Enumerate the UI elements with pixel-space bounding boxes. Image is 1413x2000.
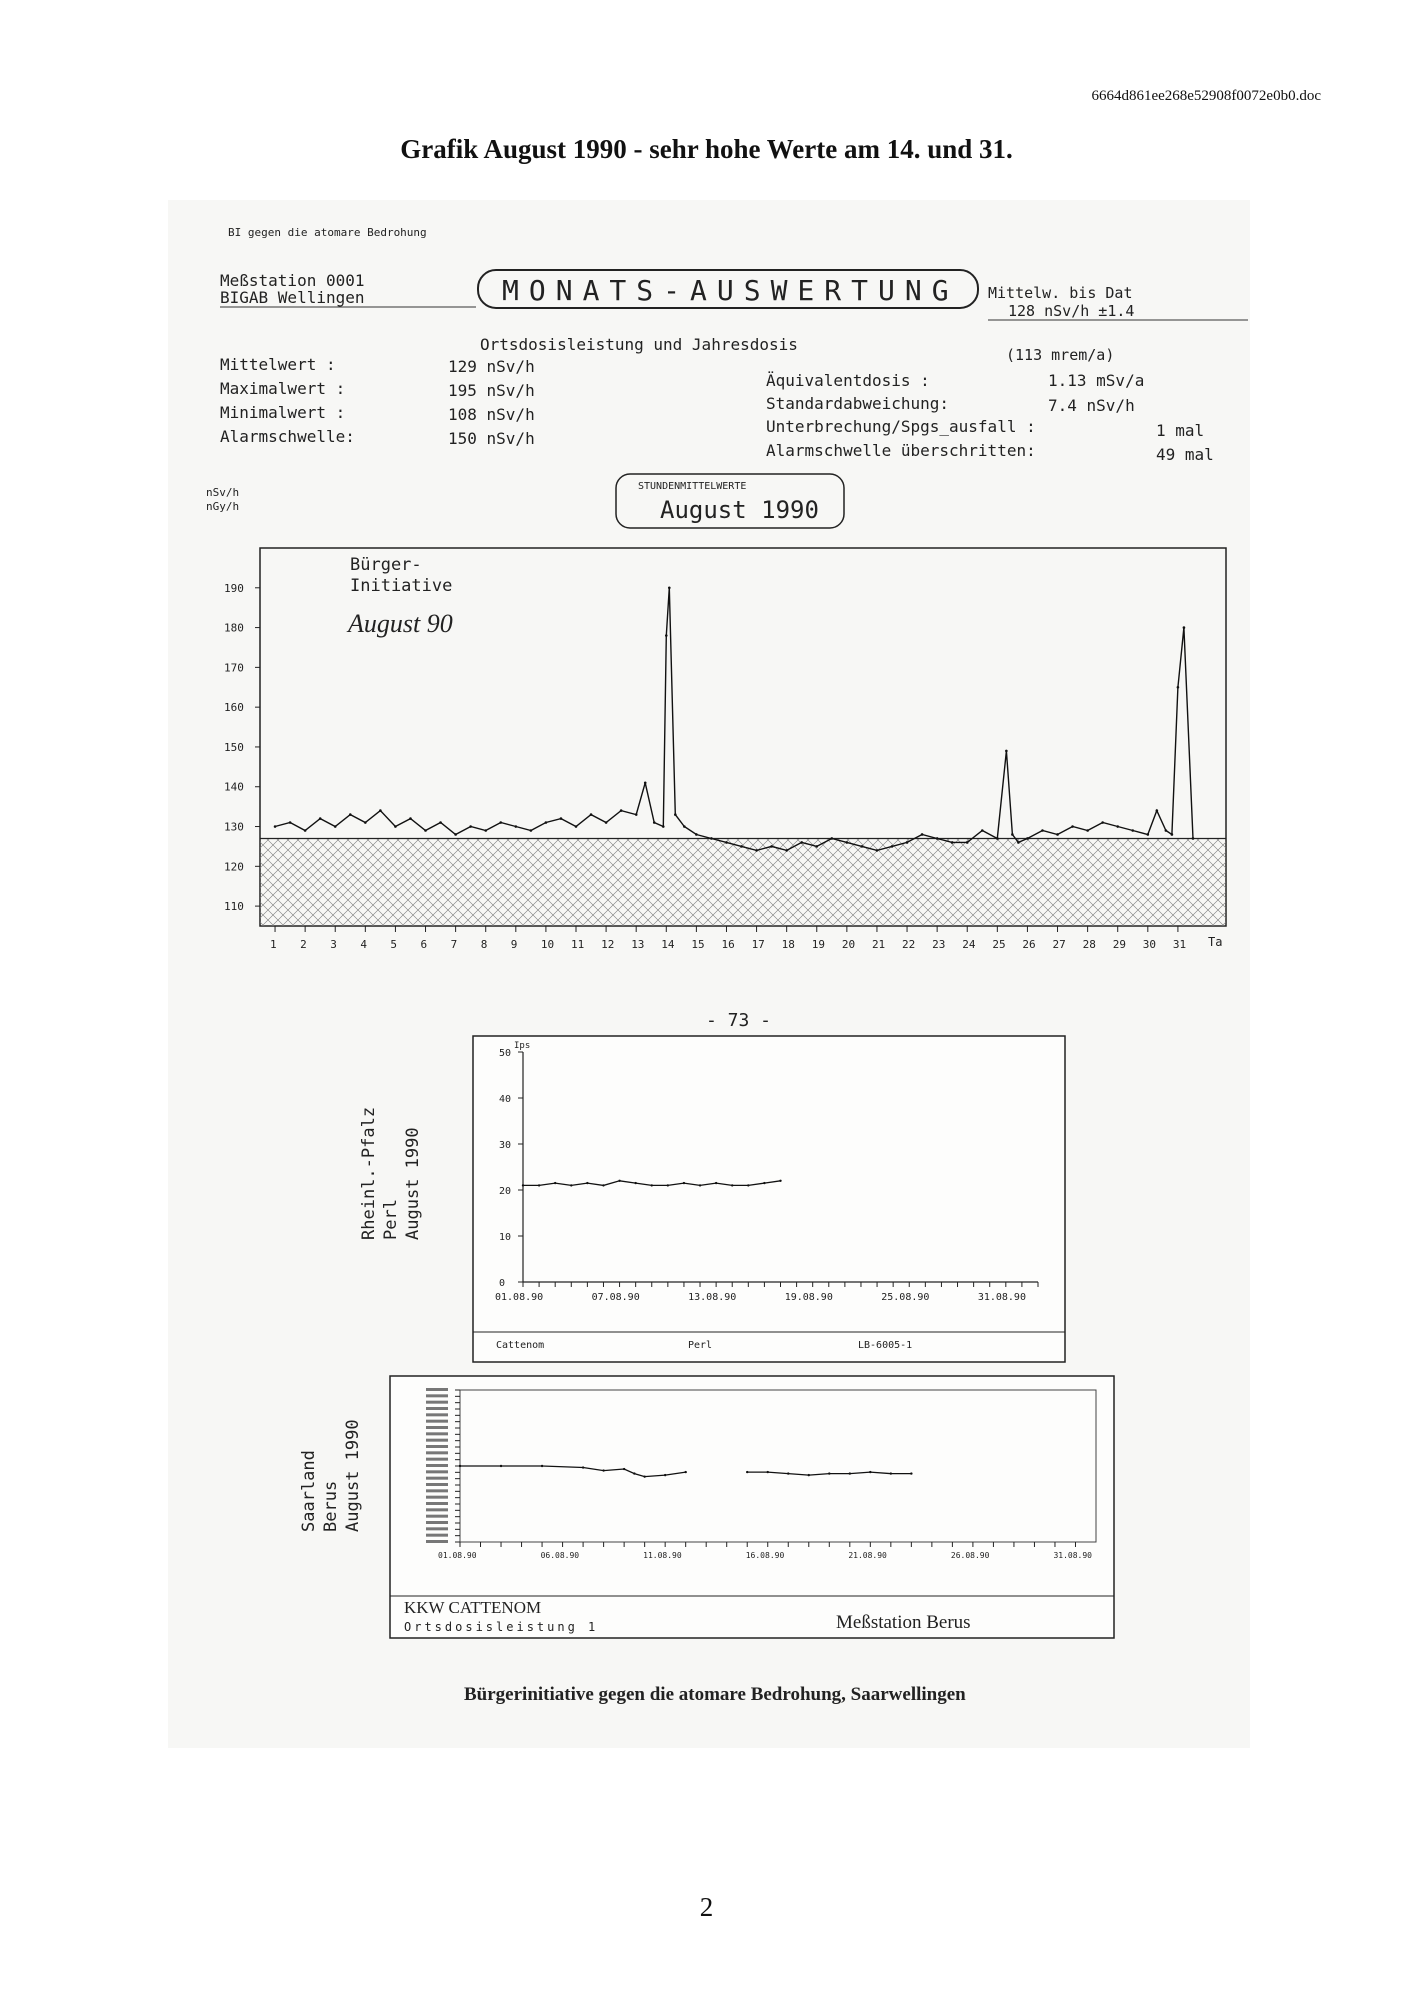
banner-title: MONATS-AUSWERTUNG <box>502 274 959 307</box>
chart1-point <box>274 825 277 828</box>
chart2-ytick-label: 30 <box>499 1140 512 1151</box>
chart1-point <box>876 849 879 852</box>
handwritten-note: August 90 <box>348 609 453 638</box>
chart2-footer-left: Cattenom <box>496 1340 545 1351</box>
chart2-point <box>683 1182 685 1184</box>
stats-right <box>766 371 1214 464</box>
badge-top: STUNDENMITTELWERTE <box>638 481 747 492</box>
side-label-line: August 1990 <box>403 1127 423 1240</box>
station-line1: Meßstation 0001 <box>220 271 365 290</box>
chart1-xtick-label: 31 <box>1172 938 1187 951</box>
chart3-ytick-label-smudge <box>426 1508 448 1511</box>
chart1-xtick-label: 6 <box>420 938 428 951</box>
chart1-xtick-label: 26 <box>1022 938 1036 951</box>
chart1-point <box>951 841 954 844</box>
chart1-point <box>683 825 686 828</box>
chart1-point <box>1101 821 1104 824</box>
chart3-point <box>643 1475 645 1477</box>
chart1-point <box>289 821 292 824</box>
chart3-ytick-label-smudge <box>426 1420 448 1423</box>
chart1-point <box>469 825 472 828</box>
mittel-label: Mittelw. bis Dat <box>988 284 1133 302</box>
chart1-xtick-label: 23 <box>932 938 946 951</box>
chart1-point <box>800 841 803 844</box>
chart1-xtick-label: 1 <box>270 938 277 951</box>
chart2-point <box>699 1184 701 1186</box>
chart3-ytick-label-smudge <box>426 1515 448 1518</box>
stat-left-value: 195 nSv/h <box>448 381 535 400</box>
y-unit-2: nGy/h <box>206 500 240 513</box>
chart1-point <box>1183 626 1186 629</box>
chart1-xtick-label: 9 <box>510 938 518 951</box>
chart2-point <box>763 1182 765 1184</box>
chart1-point <box>1177 686 1180 689</box>
scan-page-marker: - 73 - <box>706 1010 772 1031</box>
chart3-xtick-label: 21.08.90 <box>848 1551 887 1560</box>
chart1-point <box>891 845 894 848</box>
chart3-ytick-label-smudge <box>426 1527 448 1530</box>
chart1-point <box>334 825 337 828</box>
chart1-point <box>725 841 728 844</box>
chart3-ytick-label-smudge <box>426 1432 448 1435</box>
chart1-point <box>1147 833 1150 836</box>
chart2-ytick-label: 0 <box>499 1278 506 1289</box>
chart3-ytick-label-smudge <box>426 1439 448 1442</box>
stat-right-label: Alarmschwelle überschritten: <box>766 441 1036 460</box>
chart2-point <box>747 1184 749 1186</box>
stat-left-value: 150 nSv/h <box>448 429 535 448</box>
chart1-xtick-label: 8 <box>480 938 488 951</box>
report-subtitle: Ortsdosisleistung und Jahresdosis <box>480 335 798 354</box>
chart1-point <box>1086 829 1089 832</box>
chart1-point <box>1156 809 1159 812</box>
chart1-point <box>379 809 382 812</box>
chart-perl <box>359 1036 1065 1362</box>
report-header-small: BI gegen die atomare Bedrohung <box>228 226 427 239</box>
scanned-report-svg <box>168 200 1250 1748</box>
chart1-ytick-label: 110 <box>224 900 244 914</box>
chart1-point <box>409 817 412 820</box>
chart3-point <box>767 1471 769 1473</box>
chart1-point <box>710 837 713 840</box>
chart1-xtick-label: 21 <box>871 938 886 951</box>
chart3-side-label <box>299 1419 363 1532</box>
chart3-xtick-label: 11.08.90 <box>643 1551 682 1560</box>
chart2-point <box>522 1184 524 1186</box>
chart1-xtick-label: 30 <box>1142 938 1157 951</box>
chart1-xtick-label: 13 <box>631 938 645 951</box>
chart2-footer-right: LB-6005-1 <box>858 1340 913 1351</box>
chart3-ytick-label-smudge <box>426 1483 448 1486</box>
chart3-ytick-label-smudge <box>426 1464 448 1467</box>
chart1-hatch-fill <box>260 838 1226 926</box>
chart3-xtick-label: 16.08.90 <box>745 1551 785 1560</box>
chart3-ytick-label-smudge <box>426 1477 448 1480</box>
chart1-point <box>424 829 427 832</box>
footer-caption: Bürgerinitiative gegen die atomare Bedrohung, Saarwellingen <box>464 1684 966 1705</box>
chart3-point <box>808 1474 810 1476</box>
chart1-xtick-label: 10 <box>540 938 555 951</box>
chart3-ytick-label-smudge <box>426 1413 448 1416</box>
stamp-line1: Bürger- <box>350 555 422 575</box>
chart1-point <box>605 821 608 824</box>
stat-left-label: Alarmschwelle: <box>220 427 355 446</box>
chart3-ytick-label-smudge <box>426 1407 448 1410</box>
chart3-point <box>582 1466 584 1468</box>
chart1-point <box>319 817 322 820</box>
chart3-ytick-label-smudge <box>426 1534 448 1537</box>
chart1-xtick-label: 14 <box>661 938 675 951</box>
chart1-point <box>1026 837 1029 840</box>
chart1-point <box>815 845 818 848</box>
chart2-point <box>586 1182 588 1184</box>
jahresdosis: (113 mrem/a) <box>1006 346 1115 364</box>
chart1-xtick-label: 18 <box>781 938 795 951</box>
stat-left-label: Minimalwert : <box>220 403 346 422</box>
chart3-point <box>602 1469 604 1471</box>
chart3-point <box>684 1471 686 1473</box>
chart1-xtick-label: 4 <box>360 938 367 951</box>
chart1-ytick-label: 130 <box>224 820 244 834</box>
chart1-ytick-label: 190 <box>224 581 244 595</box>
chart3-point <box>633 1472 635 1474</box>
chart3-footer-station: Meßstation Berus <box>836 1612 971 1633</box>
chart1-point <box>545 821 548 824</box>
chart1-point <box>936 837 939 840</box>
chart1-point <box>515 825 518 828</box>
chart1-ytick-label: 180 <box>224 621 244 635</box>
chart1-point <box>1041 829 1044 832</box>
chart1-xtick-label: 24 <box>962 938 976 951</box>
chart1-point <box>1165 829 1168 832</box>
chart3-ytick-label-smudge <box>426 1394 448 1397</box>
chart3-xtick-label: 06.08.90 <box>540 1551 580 1560</box>
chart1-point <box>674 813 677 816</box>
chart1-hatched-area <box>260 838 1226 926</box>
chart2-frame <box>473 1036 1065 1362</box>
x-unit: Ta <box>1208 935 1223 949</box>
chart1-point <box>1011 833 1014 836</box>
stat-right-value: 7.4 nSv/h <box>1048 396 1135 415</box>
stat-right-label: Äquivalentdosis : <box>766 371 930 390</box>
y-unit-1: nSv/h <box>206 486 240 499</box>
chart1-xtick-label: 28 <box>1082 938 1096 951</box>
chart2-point <box>554 1182 556 1184</box>
chart3-ytick-label-smudge <box>426 1388 448 1391</box>
chart3-ytick-label-smudge <box>426 1401 448 1404</box>
chart3-xtick-label: 01.08.90 <box>438 1551 477 1560</box>
chart2-ytick-label: 50 <box>499 1048 512 1059</box>
chart1-xtick-label: 12 <box>601 938 615 951</box>
chart1-point <box>1171 833 1174 836</box>
chart1-xtick-label: 2 <box>300 938 307 951</box>
chart1-point <box>1005 750 1008 753</box>
chart3-ytick-label-smudge <box>426 1470 448 1473</box>
chart1-point <box>996 837 999 840</box>
document-filename: 6664d861ee268e52908f0072e0b0.doc <box>1091 88 1321 104</box>
chart3-point <box>459 1465 461 1467</box>
chart1-ytick-label: 170 <box>224 661 244 675</box>
chart1-point <box>1131 829 1134 832</box>
scanned-report <box>168 200 1250 1748</box>
chart1-point <box>846 841 849 844</box>
chart1-xtick-label: 5 <box>390 938 398 951</box>
chart2-point <box>602 1184 604 1186</box>
chart1-point <box>668 586 671 589</box>
chart-berus <box>299 1376 1114 1638</box>
chart1-point <box>740 845 743 848</box>
station-line2: BIGAB Wellingen <box>220 288 365 307</box>
chart1-point <box>755 849 758 852</box>
chart1-point <box>454 833 457 836</box>
chart3-point <box>500 1465 502 1467</box>
chart1-xtick-label: 16 <box>721 938 735 951</box>
stat-right-label: Unterbrechung/Spgs_ausfall : <box>766 417 1036 436</box>
chart1-xtick-label: 3 <box>330 938 337 951</box>
side-label-line: August 1990 <box>343 1419 363 1532</box>
chart1-ytick-label: 160 <box>224 701 244 715</box>
chart1-point <box>439 821 442 824</box>
chart1-point <box>662 825 665 828</box>
chart1-point <box>590 813 593 816</box>
chart1-point <box>530 829 533 832</box>
chart3-ytick-label-smudge <box>426 1521 448 1524</box>
chart2-point <box>715 1182 717 1184</box>
chart2-ytick-label: 20 <box>499 1186 512 1197</box>
chart2-ylabel: Ips <box>514 1041 531 1051</box>
chart2-xtick-label: 01.08.90 <box>495 1292 544 1303</box>
chart3-point <box>746 1471 748 1473</box>
stat-left-value: 129 nSv/h <box>448 357 535 376</box>
chart1-ytick-label: 150 <box>224 740 244 754</box>
chart3-point <box>541 1465 543 1467</box>
chart3-ytick-label-smudge <box>426 1426 448 1429</box>
chart1-point <box>560 817 563 820</box>
chart1-point <box>981 829 984 832</box>
chart3-point <box>787 1472 789 1474</box>
chart3-point <box>849 1472 851 1474</box>
chart1-point <box>966 841 969 844</box>
chart2-point <box>651 1184 653 1186</box>
chart2-point <box>731 1184 733 1186</box>
chart3-xtick-label: 31.08.90 <box>1053 1551 1093 1560</box>
chart1-point <box>785 849 788 852</box>
chart1-xtick-label: 17 <box>751 938 765 951</box>
chart3-point <box>664 1474 666 1476</box>
chart1-xtick-label: 11 <box>571 938 585 951</box>
chart1-point <box>644 781 647 784</box>
chart1-point <box>620 809 623 812</box>
chart1-point <box>635 813 638 816</box>
chart-monthly-dose <box>224 548 1226 951</box>
page-number: 2 <box>699 1892 714 1922</box>
chart2-point <box>618 1180 620 1182</box>
chart3-ytick-label-smudge <box>426 1540 448 1543</box>
chart1-point <box>484 829 487 832</box>
chart1-point <box>499 821 502 824</box>
stat-right-value: 49 mal <box>1156 445 1214 464</box>
chart1-xtick-label: 7 <box>450 938 458 951</box>
side-label-line: Perl <box>381 1199 401 1240</box>
stamp-line2: Initiative <box>350 576 453 596</box>
chart1-point <box>1192 837 1195 840</box>
chart2-xtick-label: 07.08.90 <box>591 1292 640 1303</box>
chart2-xtick-label: 13.08.90 <box>688 1292 737 1303</box>
chart3-ytick-label-smudge <box>426 1445 448 1448</box>
badge-month: August 1990 <box>660 496 819 524</box>
chart2-side-label <box>359 1107 423 1240</box>
side-label-line: Saarland <box>299 1450 319 1532</box>
chart1-point <box>1116 825 1119 828</box>
chart1-point <box>906 841 909 844</box>
page-title: Grafik August 1990 - sehr hohe Werte am 14. und 31. <box>400 134 1013 164</box>
side-label-line: Rheinl.-Pfalz <box>359 1106 379 1240</box>
chart1-point <box>1056 833 1059 836</box>
chart2-xtick-label: 31.08.90 <box>977 1292 1026 1303</box>
chart2-ytick-label: 10 <box>499 1232 512 1243</box>
stats-left <box>220 355 535 448</box>
chart1-point <box>831 837 834 840</box>
chart3-point <box>910 1472 912 1474</box>
chart3-ytick-label-smudge <box>426 1496 448 1499</box>
chart1-ytick-label: 120 <box>224 860 244 874</box>
chart1-point <box>304 829 307 832</box>
stat-left-value: 108 nSv/h <box>448 405 535 424</box>
chart3-footer-sub: Ortsdosisleistung 1 <box>404 1620 599 1634</box>
chart1-point <box>861 845 864 848</box>
mittel-value: 128 nSv/h ±1.4 <box>1008 302 1135 320</box>
chart1-point <box>364 821 367 824</box>
chart3-ytick-label-smudge <box>426 1502 448 1505</box>
chart2-point <box>779 1180 781 1182</box>
chart2-footer-mid: Perl <box>688 1340 713 1351</box>
chart3-ytick-label-smudge <box>426 1489 448 1492</box>
chart1-ytick-label: 140 <box>224 780 244 794</box>
chart3-point <box>890 1472 892 1474</box>
chart1-point <box>695 833 698 836</box>
chart2-xtick-label: 25.08.90 <box>881 1292 930 1303</box>
chart1-xtick-label: 27 <box>1052 938 1066 951</box>
chart1-point <box>1017 841 1020 844</box>
stat-right-label: Standardabweichung: <box>766 394 950 413</box>
chart3-footer-title: KKW CATTENOM <box>404 1598 542 1617</box>
side-label-line: Berus <box>321 1480 341 1532</box>
chart1-point <box>575 825 578 828</box>
chart3-point <box>869 1471 871 1473</box>
chart1-xtick-label: 15 <box>691 938 705 951</box>
chart2-xtick-label: 19.08.90 <box>784 1292 833 1303</box>
chart1-point <box>394 825 397 828</box>
chart1-xtick-label: 20 <box>841 938 856 951</box>
chart1-point <box>1071 825 1074 828</box>
chart1-point <box>770 845 773 848</box>
chart2-point <box>538 1184 540 1186</box>
chart3-ytick-label-smudge <box>426 1451 448 1454</box>
stat-right-value: 1 mal <box>1156 421 1205 440</box>
chart3-point <box>623 1468 625 1470</box>
chart1-point <box>665 634 668 637</box>
chart2-point <box>634 1182 636 1184</box>
chart2-ytick-label: 40 <box>499 1094 512 1105</box>
stat-left-label: Maximalwert : <box>220 379 346 398</box>
chart2-point <box>570 1184 572 1186</box>
chart1-point <box>653 821 656 824</box>
chart2-point <box>667 1184 669 1186</box>
chart1-xtick-label: 25 <box>992 938 1006 951</box>
stat-right-value: 1.13 mSv/a <box>1048 371 1145 390</box>
stat-left-label: Mittelwert : <box>220 355 336 374</box>
chart1-xtick-label: 19 <box>811 938 826 951</box>
chart1-point <box>921 833 924 836</box>
chart1-xtick-label: 29 <box>1112 938 1126 951</box>
chart1-point <box>349 813 352 816</box>
chart3-ytick-label-smudge <box>426 1458 448 1461</box>
chart1-xtick-label: 22 <box>902 938 916 951</box>
chart3-point <box>828 1472 830 1474</box>
chart3-xtick-label: 26.08.90 <box>950 1551 990 1560</box>
